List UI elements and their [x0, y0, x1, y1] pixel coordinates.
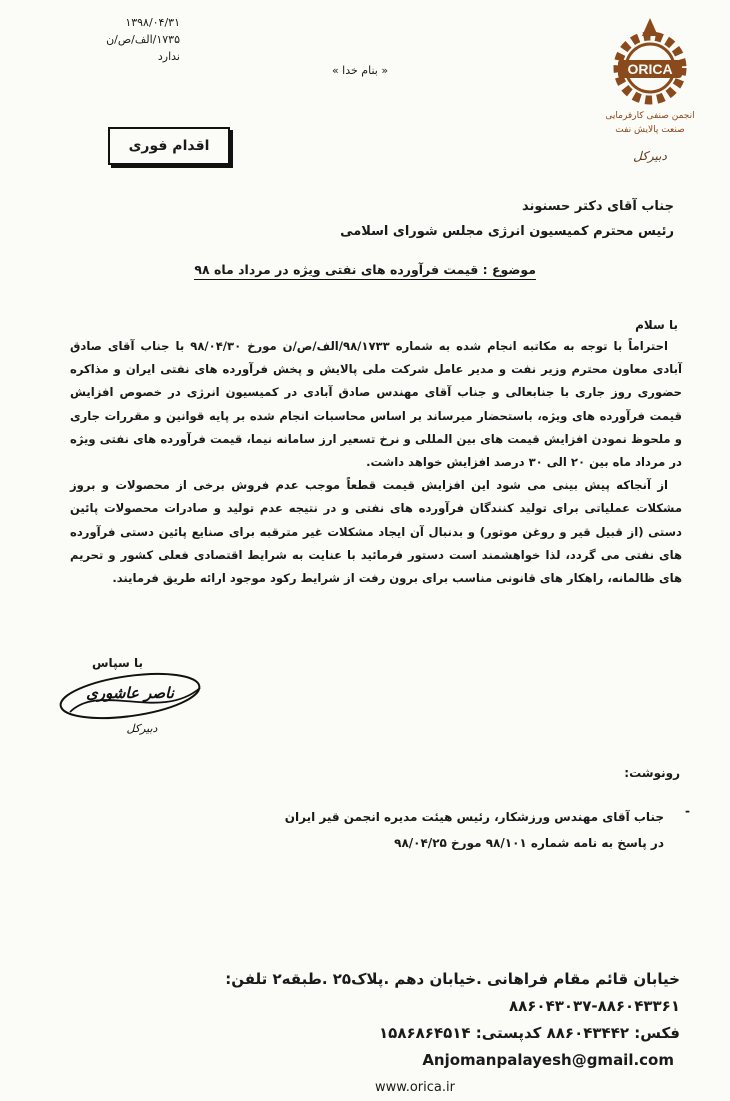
- recipient-block: [224, 194, 674, 244]
- greeting: با سلام: [635, 318, 678, 332]
- orica-logo: [598, 8, 703, 168]
- footer-email: Anjomanpalayesh@gmail.com: [422, 1051, 674, 1069]
- cc-item-line1: جناب آقای مهندس ورزشکار، رئیس هیئت مدیره انجمن قیر ایران: [284, 810, 664, 824]
- cc-item: [264, 804, 664, 856]
- body-paragraph-2: از آنجاکه پیش بینی می شود این افزایش قیمت قطعاً موجب عدم فروش برخی از محصولات و بروز مشکلات عملیاتی برای تولید کنندگان فرآورده های نفتی و در نتیجه عدم تولید و صادرات محصولات پائین دستی (از قبیل قیر و روغن موتور) و بدنبال آن ایجاد مشکلات غیر مترقبه برای صنایع پائین دستی فرآورده های نفتی می گردد، لذا خواهشمند است دستور فرمائید با عنایت به شرایط اقتصادی فعلی کشور و تحریم های ظالمانه، راهکار های قانونی مناسب برای برون رفت از شرایط رکود موجود ارائه طریق فرمایند.: [70, 478, 682, 586]
- footer-fax-line: [150, 1020, 680, 1074]
- letter-number: ۱۷۳۵/الف/ص/ن: [106, 33, 180, 46]
- logo-org-line1: انجمن صنفی کارفرمایی: [605, 111, 695, 121]
- urgent-action-box: اقدام فوری: [108, 127, 230, 165]
- cc-label: رونوشت:: [624, 766, 680, 780]
- gear-icon: [618, 18, 682, 100]
- recipient-name: جناب آقای دکتر حسنوند: [521, 199, 674, 214]
- signer-title: دبیرکل: [126, 722, 158, 735]
- bismillah: « بنام خدا »: [331, 64, 389, 77]
- recipient-title: رئیس محترم کمیسیون انرژی مجلس شورای اسلامی: [340, 224, 674, 239]
- logo-sign: دبیرکل: [633, 149, 667, 163]
- letter-meta: [60, 14, 180, 65]
- letter-body: [70, 335, 682, 590]
- footer-website: www.orica.ir: [375, 1080, 455, 1095]
- signer-name: ناصر عاشوری: [86, 684, 174, 702]
- letter-attachment: ندارد: [157, 50, 180, 63]
- letter-date: ۱۳۹۸/۰۴/۳۱: [125, 16, 180, 29]
- letter-subject: موضوع : قیمت فرآورده های نفتی ویژه در مرداد ماه ۹۸: [194, 262, 536, 280]
- body-paragraph-1: احتراماً با توجه به مکاتبه انجام شده به شماره ۹۸/۱۷۳۳/الف/ص/ن مورخ ۹۸/۰۴/۳۰ با جناب آقای صادق آبادی معاون محترم وزیر نفت و مدیر عامل شرکت ملی پالایش و پخش فرآورده های نفتی ایران و مذاکره حضوری روز جاری با جنابعالی و جناب آقای مهندس صادق آبادی در کمیسیون انرژی در خصوص افزایش قیمت فرآورده های ویژه، باستحضار میرساند بر اساس محاسبات انجام شده بر پایه قوانین و مقررات جاری و ملحوظ نمودن افزایش قیمت های بین المللی و نرخ تسعیر ارز سامانه نیما، قیمت فرآورده های نفتی ویژه در مرداد ماه بین ۲۰ الی ۳۰ درصد افزایش خواهد داشت.: [70, 339, 682, 470]
- cc-item-line2: در پاسخ به نامه شماره ۹۸/۱۰۱ مورخ ۹۸/۰۴/۲۵: [394, 836, 664, 850]
- logo-org-line2: صنعت پالایش نفت: [615, 125, 685, 135]
- footer-address: خیابان قائم مقام فراهانی .خیابان دهم .پلاک۲۵ .طبقه۲ تلفن: ۸۸۶۰۴۳۳۶۱-۸۸۶۰۴۳۰۳۷: [225, 970, 680, 1015]
- closing-text: با سپاس: [92, 656, 143, 670]
- cc-bullet: -: [685, 804, 690, 818]
- letterhead-footer: [150, 966, 680, 1101]
- footer-fax: فکس: ۸۸۶۰۴۳۴۴۲ کدپستی: ۱۵۸۶۸۶۴۵۱۴: [379, 1024, 680, 1042]
- logo-text: ORICA: [627, 61, 673, 77]
- signature-mark: [50, 652, 210, 742]
